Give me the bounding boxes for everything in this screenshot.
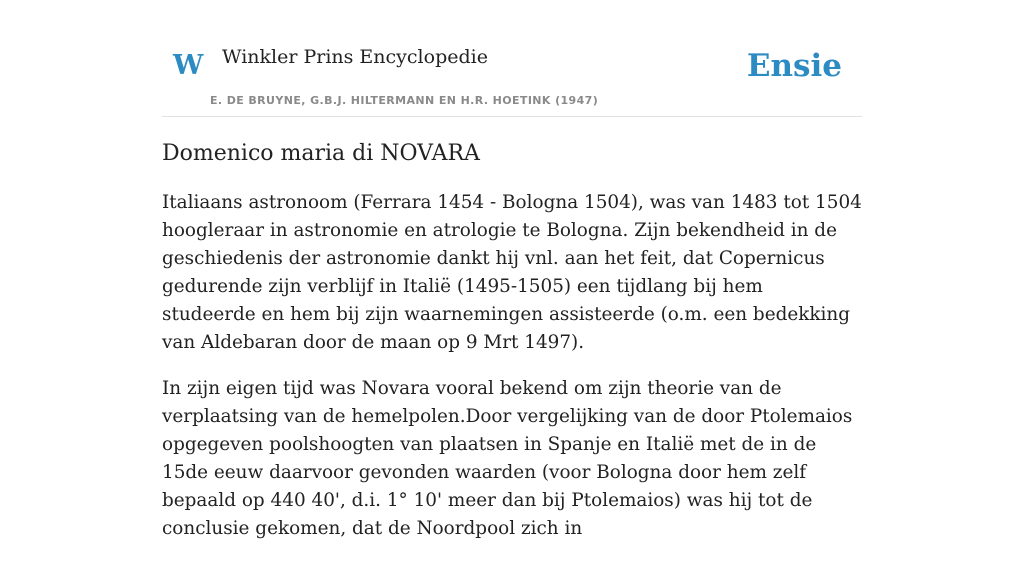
article-paragraph: Italiaans astronoom (Ferrara 1454 - Bologna 1504), was van 1483 tot 1504 hoogleraar in astronomie en atrologie te Bologna. Zijn bekendheid in de geschiedenis der astronomie dankt hij vnl. aan het feit, dat Copernicus gedurende zijn verblijf in Italië (1495-1505) een tijdlang bij hem studeerde en hem bij zijn waarnemingen assisteerde (o.m. een bedekking van Aldebaran door de maan op 9 Mrt 1497). (162, 191, 862, 353)
article-paragraph: In zijn eigen tijd was Novara vooral bekend om zijn theorie van de verplaatsing van de hemelpolen.Door vergelijking van de door Ptolemaios opgegeven poolshoogten van plaatsen in Spanje en Italië met de in de 15de eeuw daarvoor gevonden waarden (voor Bologna door hem zelf bepaald op 440 40', d.i. 1° 10' meer dan bij Ptolemaios) was hij tot de conclusie gekomen, dat de Noordpool zich in (162, 377, 853, 539)
site-header (162, 0, 862, 117)
ensie-brand-logo[interactable]: Ensie (746, 48, 842, 84)
authors-byline: E. DE BRUYNE, G.B.J. HILTERMANN EN H.R. HOETINK (1947) (210, 94, 599, 107)
article-title: Domenico maria di NOVARA (162, 141, 480, 166)
site-logo[interactable]: W (173, 50, 204, 81)
site-title[interactable]: Winkler Prins Encyclopedie (222, 46, 488, 68)
article-content (162, 140, 862, 561)
